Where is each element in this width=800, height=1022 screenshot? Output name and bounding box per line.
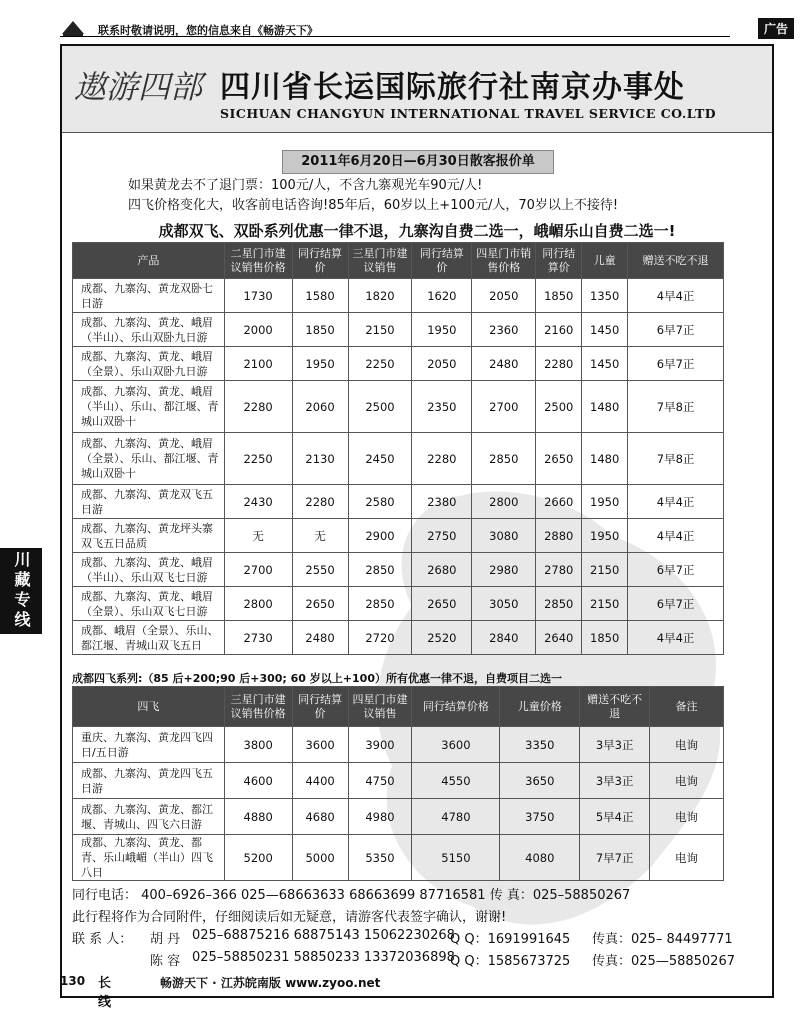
top-bar bbox=[0, 0, 800, 40]
contact-label: 联 系 人： bbox=[72, 932, 133, 947]
price-cell: 4750 bbox=[348, 763, 412, 799]
price-cell: 1850 bbox=[536, 279, 582, 313]
price-cell: 4680 bbox=[292, 799, 348, 835]
price-cell: 2700 bbox=[224, 553, 292, 587]
publication-logo-icon bbox=[60, 18, 86, 36]
col-header: 四星门市销售价格 bbox=[472, 243, 536, 279]
price-cell: 2730 bbox=[224, 621, 292, 655]
price-cell: 4早4正 bbox=[628, 621, 724, 655]
product-name: 成都、九寨沟、黄龙四飞五日游 bbox=[73, 763, 225, 799]
price-cell: 4780 bbox=[412, 799, 500, 835]
col-header: 赠送不吃不退 bbox=[628, 243, 724, 279]
price-cell: 2060 bbox=[292, 381, 348, 433]
agency-logo: 遨游四部 bbox=[74, 68, 203, 106]
price-cell: 2050 bbox=[472, 279, 536, 313]
price-cell: 4980 bbox=[348, 799, 412, 835]
contact-qq: Q Q：1691991645 bbox=[450, 932, 571, 947]
table-row bbox=[73, 279, 724, 313]
price-cell: 2130 bbox=[292, 433, 348, 485]
col-header: 同行结算价 bbox=[536, 243, 582, 279]
price-cell: 4080 bbox=[500, 835, 580, 881]
price-cell: 2380 bbox=[412, 485, 472, 519]
price-cell: 1580 bbox=[292, 279, 348, 313]
advertisement-panel bbox=[60, 44, 774, 998]
contact-name: 陈 容 bbox=[150, 954, 181, 969]
contract-note: 此行程将作为合同附件，仔细阅读后如无疑意，请游客代表签字确认，谢谢! bbox=[72, 910, 507, 925]
price-cell: 1480 bbox=[582, 381, 628, 433]
price-cell: 2360 bbox=[472, 313, 536, 347]
price-cell: 4400 bbox=[292, 763, 348, 799]
price-cell: 2800 bbox=[472, 485, 536, 519]
price-cell: 4早4正 bbox=[628, 519, 724, 553]
table-row bbox=[73, 519, 724, 553]
price-cell: 3600 bbox=[412, 727, 500, 763]
price-cell: 2280 bbox=[412, 433, 472, 485]
price-cell: 2250 bbox=[348, 347, 412, 381]
price-cell: 3600 bbox=[292, 727, 348, 763]
price-cell: 无 bbox=[292, 519, 348, 553]
publication-info: 畅游天下 · 江苏皖南版 www.zyoo.net bbox=[160, 976, 381, 990]
price-cell: 4880 bbox=[224, 799, 292, 835]
price-cell: 2640 bbox=[536, 621, 582, 655]
price-cell: 2720 bbox=[348, 621, 412, 655]
note-price-change: 四飞价格变化大，收客前电话咨询!85年后，60岁以上+100元/人，70岁以上不接待! bbox=[128, 198, 619, 213]
promo-headline: 成都双飞、双卧系列优惠一律不退，九寨沟自费二选一，峨嵋乐山自费二选一! bbox=[158, 222, 676, 240]
price-cell: 3650 bbox=[500, 763, 580, 799]
price-cell: 4早4正 bbox=[628, 279, 724, 313]
price-cell: 2850 bbox=[536, 587, 582, 621]
price-cell: 2150 bbox=[348, 313, 412, 347]
price-cell: 1950 bbox=[582, 519, 628, 553]
price-cell: 2650 bbox=[536, 433, 582, 485]
price-cell: 3350 bbox=[500, 727, 580, 763]
price-cell: 1850 bbox=[292, 313, 348, 347]
price-cell: 1480 bbox=[582, 433, 628, 485]
price-cell: 2580 bbox=[348, 485, 412, 519]
company-name-cn: 四川省长运国际旅行社南京办事处 bbox=[220, 70, 685, 105]
contact-fax: 传真：025– 84497771 bbox=[592, 932, 733, 947]
price-cell: 7早8正 bbox=[628, 381, 724, 433]
price-cell: 3800 bbox=[224, 727, 292, 763]
price-cell: 5000 bbox=[292, 835, 348, 881]
side-tab: 川藏专线 bbox=[0, 548, 42, 634]
price-cell: 2700 bbox=[472, 381, 536, 433]
product-name: 重庆、九寨沟、黄龙四飞四日/五日游 bbox=[73, 727, 225, 763]
table-row bbox=[73, 587, 724, 621]
product-name: 成都、九寨沟、黄龙、都青、乐山峨嵋（半山）四飞八日 bbox=[73, 835, 225, 881]
col-header: 同行结算价 bbox=[292, 687, 348, 727]
price-cell: 2160 bbox=[536, 313, 582, 347]
col-header: 二星门市建议销售价格 bbox=[224, 243, 292, 279]
price-cell: 无 bbox=[224, 519, 292, 553]
price-cell: 7早7正 bbox=[580, 835, 650, 881]
table-row bbox=[73, 485, 724, 519]
product-name: 成都、九寨沟、黄龙、峨眉（半山）、乐山双卧九日游 bbox=[73, 313, 225, 347]
price-cell: 2550 bbox=[292, 553, 348, 587]
price-cell: 6早7正 bbox=[628, 347, 724, 381]
company-name-en: SICHUAN CHANGYUN INTERNATIONAL TRAVEL SERVICE CO.LTD bbox=[220, 106, 717, 121]
price-cell: 2680 bbox=[412, 553, 472, 587]
price-cell: 2980 bbox=[472, 553, 536, 587]
section-label: 长线 bbox=[98, 976, 112, 1010]
price-cell: 2780 bbox=[536, 553, 582, 587]
price-cell: 2250 bbox=[224, 433, 292, 485]
price-cell: 2800 bbox=[224, 587, 292, 621]
table-row bbox=[73, 313, 724, 347]
price-cell: 1850 bbox=[582, 621, 628, 655]
contact-name: 胡 丹 bbox=[150, 932, 181, 947]
price-cell: 3900 bbox=[348, 727, 412, 763]
product-name: 成都、峨眉（全景）、乐山、都江堰、青城山双飞五日 bbox=[73, 621, 225, 655]
product-name: 成都、九寨沟、黄龙、峨眉（全景）、乐山双卧九日游 bbox=[73, 347, 225, 381]
col-header: 四飞 bbox=[73, 687, 225, 727]
table-row bbox=[73, 381, 724, 433]
price-cell: 2000 bbox=[224, 313, 292, 347]
price-cell: 2280 bbox=[224, 381, 292, 433]
price-cell: 2280 bbox=[536, 347, 582, 381]
price-cell: 3早3正 bbox=[580, 727, 650, 763]
price-cell: 4早4正 bbox=[628, 485, 724, 519]
page-number: 130 bbox=[60, 974, 86, 988]
col-header: 同行结算价 bbox=[292, 243, 348, 279]
price-cell: 2500 bbox=[536, 381, 582, 433]
price-cell: 2840 bbox=[472, 621, 536, 655]
col-header: 同行结算价格 bbox=[412, 687, 500, 727]
price-cell: 1450 bbox=[582, 347, 628, 381]
price-cell: 电询 bbox=[650, 799, 724, 835]
price-cell: 3750 bbox=[500, 799, 580, 835]
source-notice: 联系时敬请说明，您的信息来自《畅游天下》 bbox=[98, 24, 318, 37]
price-cell: 5350 bbox=[348, 835, 412, 881]
price-cell: 电询 bbox=[650, 763, 724, 799]
price-cell: 2520 bbox=[412, 621, 472, 655]
price-cell: 2660 bbox=[536, 485, 582, 519]
price-cell: 1950 bbox=[412, 313, 472, 347]
contact-fax: 传真：025—58850267 bbox=[592, 954, 735, 969]
price-cell: 2450 bbox=[348, 433, 412, 485]
header bbox=[62, 46, 772, 133]
col-header: 同行结算价 bbox=[412, 243, 472, 279]
price-cell: 2850 bbox=[472, 433, 536, 485]
price-cell: 6早7正 bbox=[628, 587, 724, 621]
top-divider bbox=[60, 36, 730, 37]
product-name: 成都、九寨沟、黄龙双飞五日游 bbox=[73, 485, 225, 519]
price-cell: 4600 bbox=[224, 763, 292, 799]
product-name: 成都、九寨沟、黄龙、峨眉（全景）、乐山、都江堰、青城山双卧十 bbox=[73, 433, 225, 485]
price-cell: 3080 bbox=[472, 519, 536, 553]
note-huanglong: 如果黄龙去不了退门票：100元/人，不含九寨观光车90元/人! bbox=[128, 178, 483, 193]
price-cell: 2150 bbox=[582, 587, 628, 621]
price-cell: 2050 bbox=[412, 347, 472, 381]
phone-line: 同行电话： 400–6926–366 025—68663633 68663699 87716581 传 真：025–58850267 bbox=[72, 888, 631, 903]
table-row bbox=[73, 553, 724, 587]
price-cell: 2480 bbox=[472, 347, 536, 381]
price-cell: 2430 bbox=[224, 485, 292, 519]
table-row bbox=[73, 799, 724, 835]
price-cell: 1620 bbox=[412, 279, 472, 313]
price-cell: 2880 bbox=[536, 519, 582, 553]
price-table-main bbox=[72, 242, 724, 655]
price-cell: 2100 bbox=[224, 347, 292, 381]
product-name: 成都、九寨沟、黄龙、峨眉（半山）、乐山、都江堰、青城山双卧十 bbox=[73, 381, 225, 433]
col-header: 产品 bbox=[73, 243, 225, 279]
col-header: 三星门市建议销售价格 bbox=[224, 687, 292, 727]
product-name: 成都、九寨沟、黄龙、峨眉（半山）、乐山双飞七日游 bbox=[73, 553, 225, 587]
price-cell: 电询 bbox=[650, 727, 724, 763]
price-cell: 2650 bbox=[412, 587, 472, 621]
col-header: 三星门市建议销售 bbox=[348, 243, 412, 279]
price-cell: 2150 bbox=[582, 553, 628, 587]
ad-label: 广告 bbox=[758, 18, 794, 39]
product-name: 成都、九寨沟、黄龙、都江堰、青城山、四飞六日游 bbox=[73, 799, 225, 835]
col-header: 备注 bbox=[650, 687, 724, 727]
price-cell: 1950 bbox=[292, 347, 348, 381]
price-cell: 2500 bbox=[348, 381, 412, 433]
table-header-row bbox=[73, 687, 724, 727]
price-cell: 2650 bbox=[292, 587, 348, 621]
price-cell: 5150 bbox=[412, 835, 500, 881]
price-cell: 2280 bbox=[292, 485, 348, 519]
price-cell: 2750 bbox=[412, 519, 472, 553]
col-header: 赠送不吃不退 bbox=[580, 687, 650, 727]
price-cell: 3050 bbox=[472, 587, 536, 621]
price-table-four-flight bbox=[72, 686, 724, 881]
four-flight-note: 成都四飞系列:（85 后+200;90 后+300; 60 岁以上+100）所有优惠一律不退，自费项目二选一 bbox=[72, 672, 562, 685]
table-header-row bbox=[73, 243, 724, 279]
table-row bbox=[73, 727, 724, 763]
col-header: 儿童 bbox=[582, 243, 628, 279]
price-cell: 2850 bbox=[348, 587, 412, 621]
price-cell: 6早7正 bbox=[628, 553, 724, 587]
contact-phones: 025–68875216 68875143 15062230268 bbox=[192, 928, 455, 943]
product-name: 成都、九寨沟、黄龙双卧七日游 bbox=[73, 279, 225, 313]
col-header: 儿童价格 bbox=[500, 687, 580, 727]
price-cell: 5早4正 bbox=[580, 799, 650, 835]
price-cell: 5200 bbox=[224, 835, 292, 881]
quote-title: 2011年6月20日—6月30日散客报价单 bbox=[282, 150, 554, 174]
table-row bbox=[73, 347, 724, 381]
price-cell: 2850 bbox=[348, 553, 412, 587]
table-row bbox=[73, 621, 724, 655]
price-cell: 1730 bbox=[224, 279, 292, 313]
product-name: 成都、九寨沟、黄龙坪头寨双飞五日品质 bbox=[73, 519, 225, 553]
table-row bbox=[73, 763, 724, 799]
product-name: 成都、九寨沟、黄龙、峨眉（全景）、乐山双飞七日游 bbox=[73, 587, 225, 621]
contact-phones: 025–58850231 58850233 13372036898 bbox=[192, 950, 455, 965]
price-cell: 电询 bbox=[650, 835, 724, 881]
price-cell: 3早3正 bbox=[580, 763, 650, 799]
table-row bbox=[73, 433, 724, 485]
price-cell: 2900 bbox=[348, 519, 412, 553]
price-cell: 2350 bbox=[412, 381, 472, 433]
price-cell: 1350 bbox=[582, 279, 628, 313]
price-cell: 6早7正 bbox=[628, 313, 724, 347]
price-cell: 1950 bbox=[582, 485, 628, 519]
price-cell: 7早8正 bbox=[628, 433, 724, 485]
contact-qq: Q Q：1585673725 bbox=[450, 954, 571, 969]
price-cell: 4550 bbox=[412, 763, 500, 799]
col-header: 四星门市建议销售 bbox=[348, 687, 412, 727]
table-row bbox=[73, 835, 724, 881]
price-cell: 1450 bbox=[582, 313, 628, 347]
price-cell: 1820 bbox=[348, 279, 412, 313]
price-cell: 2480 bbox=[292, 621, 348, 655]
